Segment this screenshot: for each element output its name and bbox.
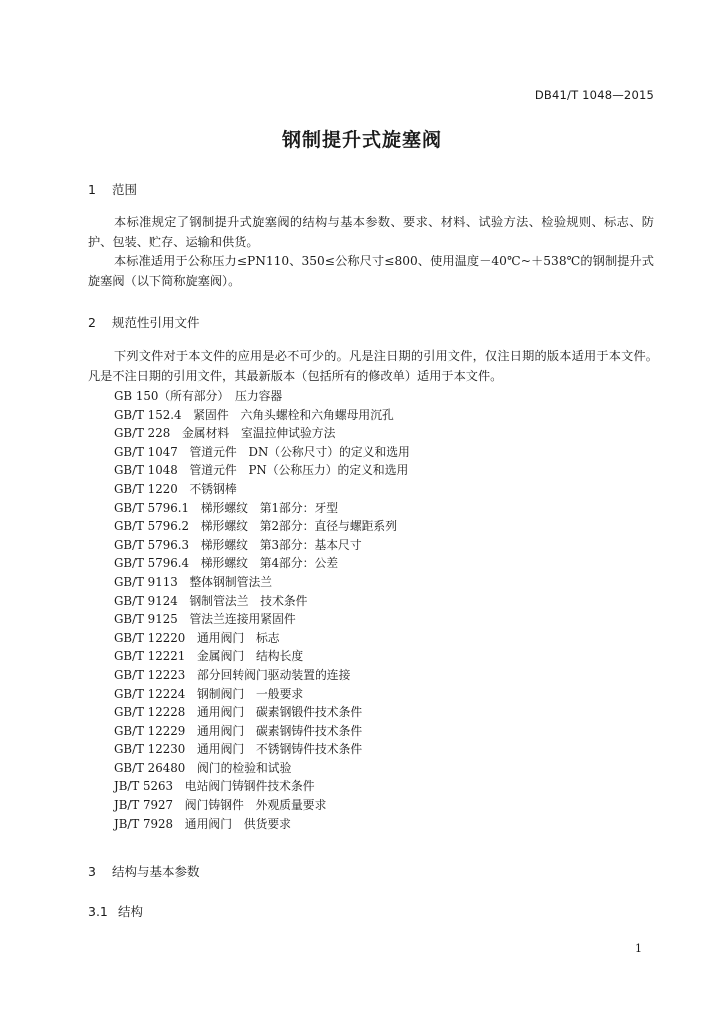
reference-item: JB/T 7928 通用阀门 供货要求 <box>114 816 291 831</box>
reference-item: GB/T 5796.4 梯形螺纹 第4部分：公差 <box>114 556 339 571</box>
scope-paragraph-2: 本标准适用于公称压力≤PN110、350≤公称尺寸≤800、使用温度－40℃~＋538℃的钢制提升式旋塞阀（以下简称旋塞阀）。 <box>88 254 654 288</box>
references-intro: 下列文件对于本文件的应用是必不可少的。凡是注日期的引用文件，仅注日期的版本适用于本文件。凡是不注日期的引用文件，其最新版本（包括所有的修改单）适用于本文件。 <box>88 349 658 383</box>
section-3-1-heading <box>88 902 143 920</box>
reference-item: GB/T 9113 整体钢制管法兰 <box>114 574 273 589</box>
reference-item: GB/T 1048 管道元件 PN（公称压力）的定义和选用 <box>114 463 409 478</box>
reference-item: GB/T 12228 通用阀门 碳素钢锻件技术条件 <box>114 705 363 720</box>
section-3-heading <box>88 862 200 880</box>
document-code: DB41/T 1048—2015 <box>534 88 654 102</box>
reference-item: GB/T 5796.2 梯形螺纹 第2部分：直径与螺距系列 <box>114 519 398 534</box>
reference-item: GB/T 12220 通用阀门 标志 <box>114 630 280 645</box>
reference-item: JB/T 7927 阀门铸钢件 外观质量要求 <box>114 798 327 813</box>
section-number: 1 <box>88 182 96 197</box>
section-2-heading <box>88 313 200 331</box>
reference-item: GB/T 9124 钢制管法兰 技术条件 <box>114 593 308 608</box>
reference-item: GB/T 1220 不锈钢棒 <box>114 481 237 496</box>
section-1-heading <box>88 180 137 198</box>
section-title: 范围 <box>112 182 138 197</box>
reference-item: GB/T 152.4 紧固件 六角头螺栓和六角螺母用沉孔 <box>114 407 394 422</box>
reference-item: GB/T 12230 通用阀门 不锈钢铸件技术条件 <box>114 742 363 757</box>
section-title: 结构与基本参数 <box>112 864 200 879</box>
reference-item: GB/T 228 金属材料 室温拉伸试验方法 <box>114 426 336 441</box>
reference-item: GB/T 12229 通用阀门 碳素钢铸件技术条件 <box>114 723 363 738</box>
reference-list <box>114 387 410 833</box>
section-title: 结构 <box>118 904 144 919</box>
reference-item: GB 150（所有部分） 压力容器 <box>114 389 283 403</box>
section-number: 3.1 <box>88 904 108 919</box>
reference-item: GB/T 26480 阀门的检验和试验 <box>114 760 292 775</box>
page-number: 1 <box>635 942 642 955</box>
reference-item: GB/T 1047 管道元件 DN（公称尺寸）的定义和选用 <box>114 444 410 459</box>
reference-item: GB/T 12224 钢制阀门 一般要求 <box>114 686 304 701</box>
section-number: 2 <box>88 315 96 330</box>
reference-item: GB/T 9125 管法兰连接用紧固件 <box>114 612 296 627</box>
reference-item: GB/T 12221 金属阀门 结构长度 <box>114 649 304 664</box>
reference-item: GB/T 5796.3 梯形螺纹 第3部分：基本尺寸 <box>114 537 362 552</box>
reference-item: JB/T 5263 电站阀门铸钢件技术条件 <box>114 779 315 794</box>
reference-item: GB/T 12223 部分回转阀门驱动装置的连接 <box>114 667 351 682</box>
reference-item: GB/T 5796.1 梯形螺纹 第1部分：牙型 <box>114 500 339 515</box>
document-title: 钢制提升式旋塞阀 <box>281 129 442 151</box>
section-number: 3 <box>88 864 96 879</box>
scope-paragraph-1: 本标准规定了钢制提升式旋塞阀的结构与基本参数、要求、材料、试验方法、检验规则、标志、防护、包装、贮存、运输和供货。 <box>88 215 654 249</box>
section-title: 规范性引用文件 <box>112 315 200 330</box>
